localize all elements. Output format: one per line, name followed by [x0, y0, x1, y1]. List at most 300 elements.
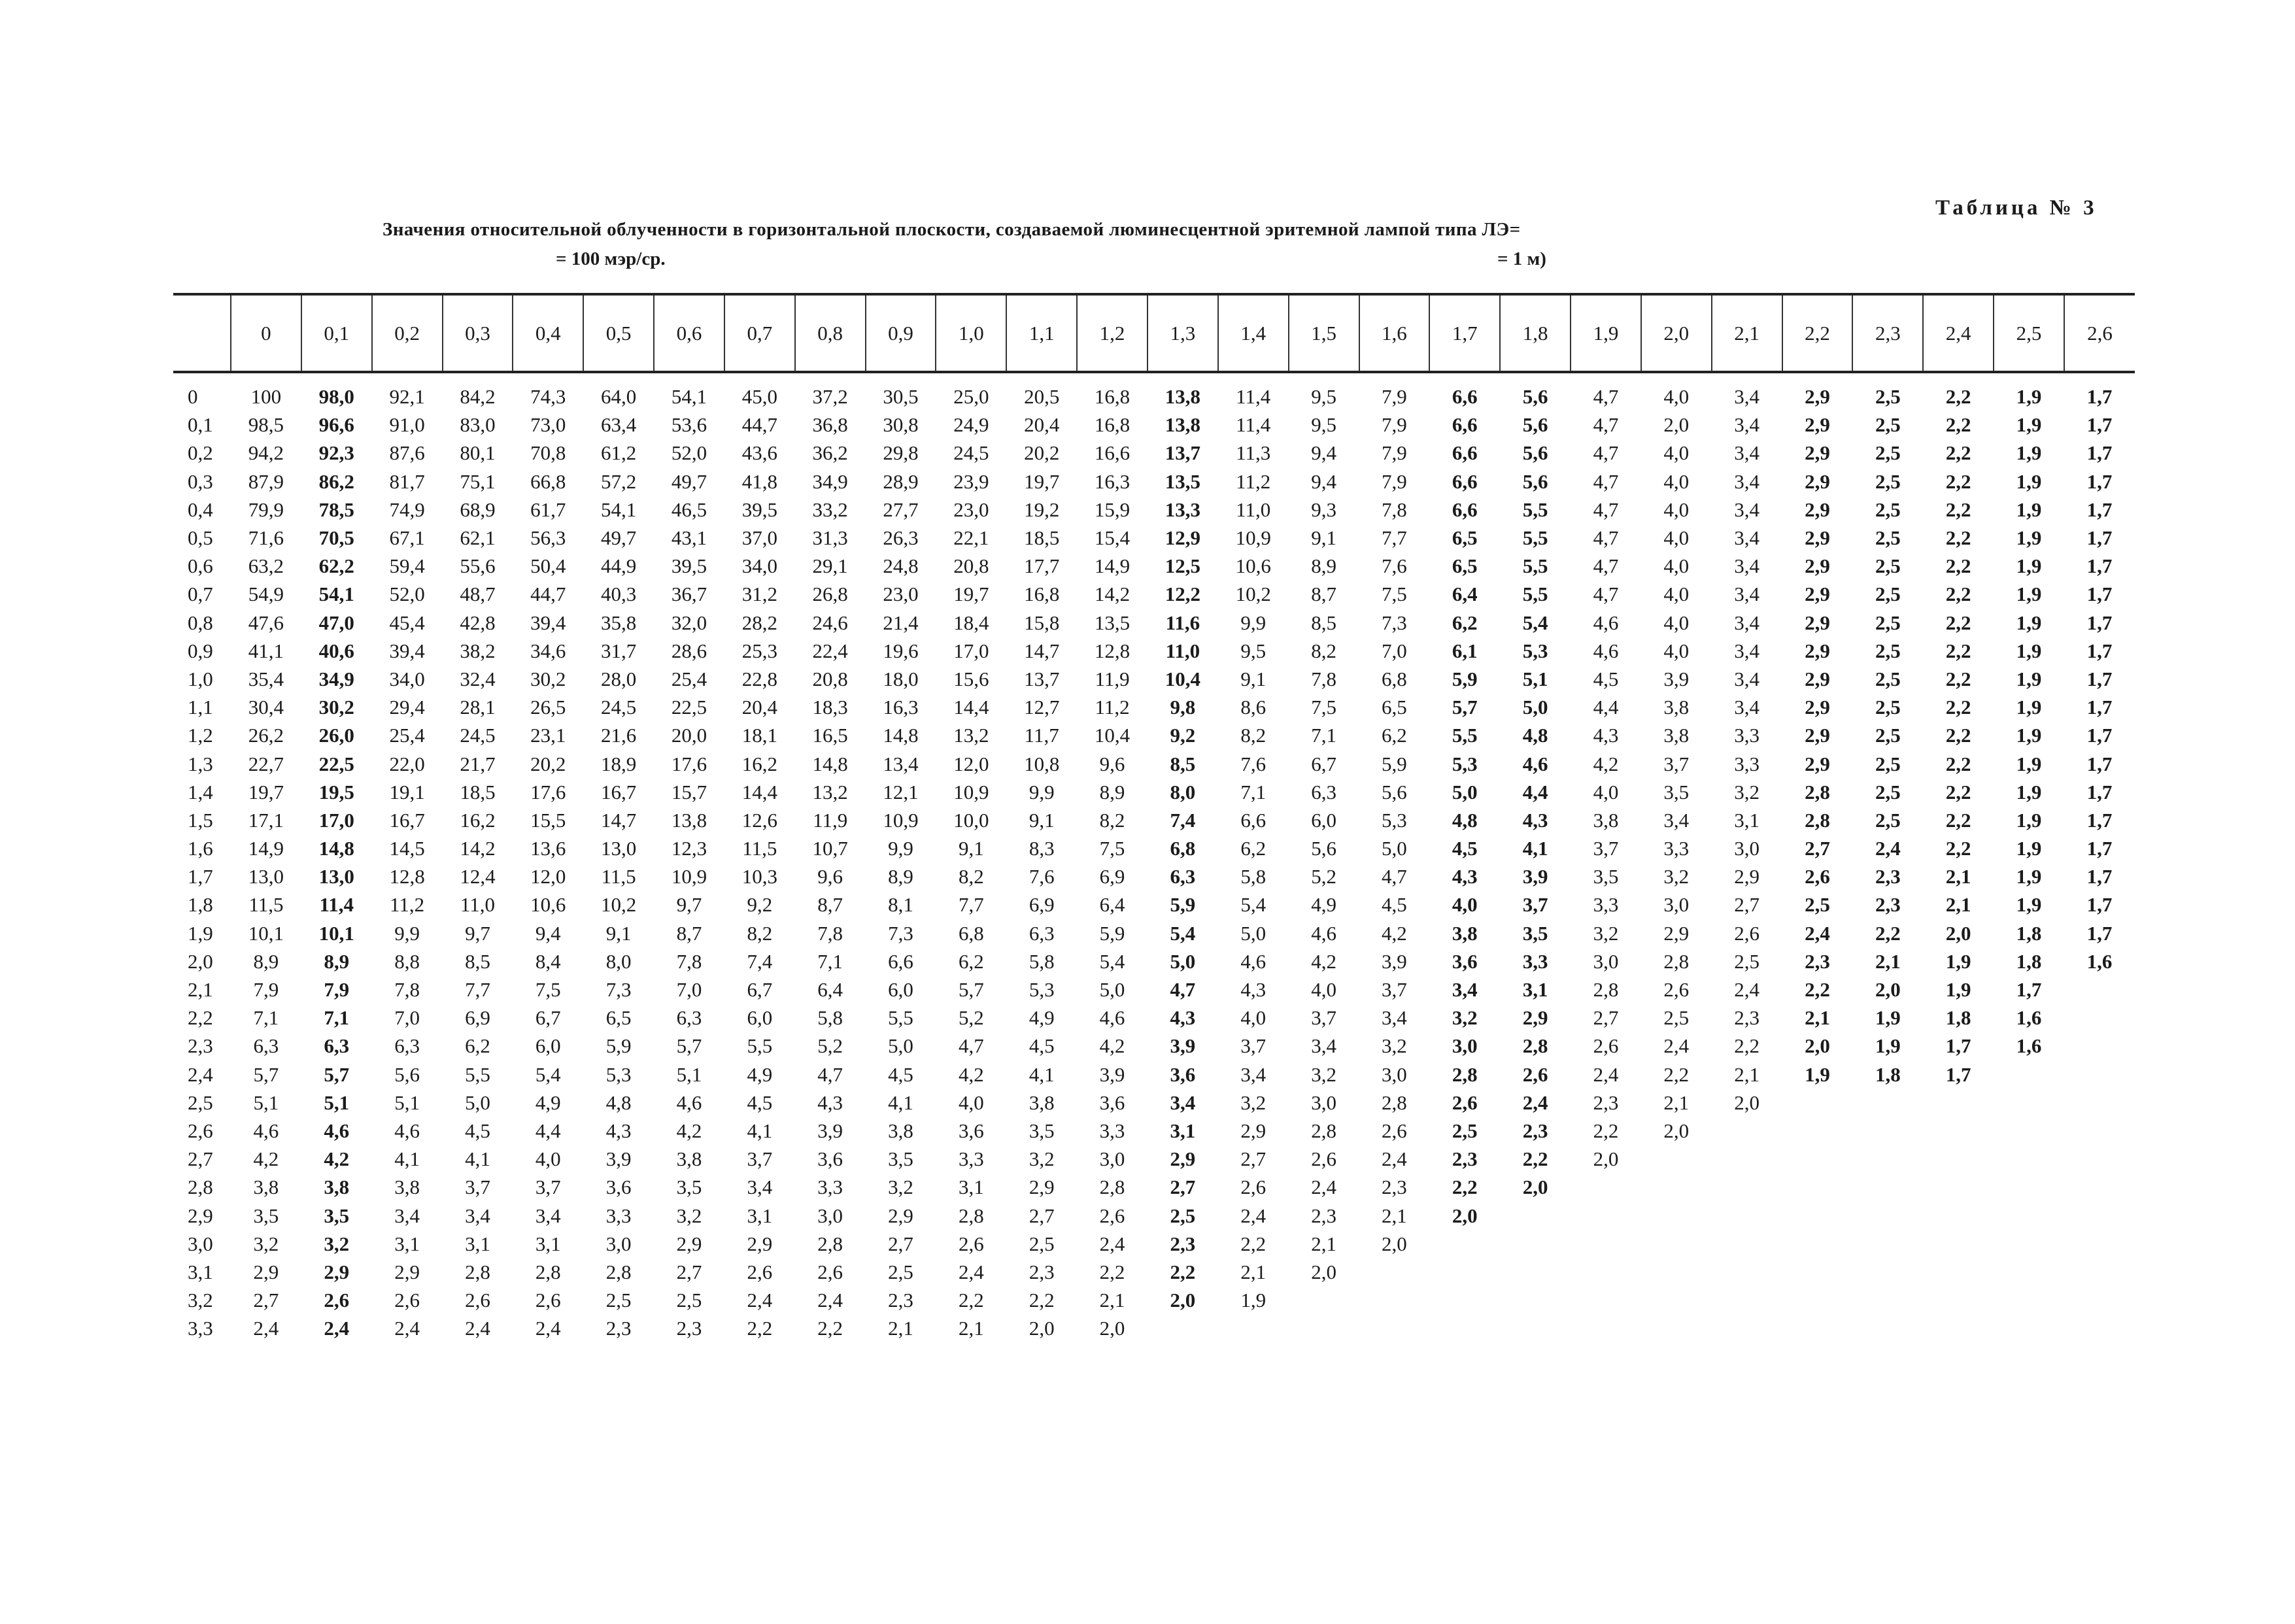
table-cell: 7,8 [394, 978, 420, 1002]
table-cell: 3,7 [1593, 837, 1619, 860]
table-row [173, 552, 2135, 580]
table-cell: 9,4 [535, 921, 561, 945]
table-row [173, 467, 2135, 496]
table-cell: 7,3 [888, 921, 913, 945]
table-cell: 2,0 [1734, 1091, 1760, 1114]
table-cell: 9,7 [465, 921, 490, 945]
table-cell: 3,6 [605, 1176, 632, 1199]
table-cell: 17,6 [671, 752, 707, 775]
table-cell: 2,7 [676, 1260, 702, 1283]
table-cell: 2,9 [1805, 696, 1830, 719]
table-cell: 2,9 [1805, 639, 1830, 662]
table-cell: 1,7 [2086, 413, 2113, 437]
table-cell: 2,2 [1945, 696, 1971, 719]
table-cell: 37,2 [812, 385, 848, 409]
table-cell: 7,3 [1382, 611, 1407, 634]
table-cell: 3,9 [817, 1119, 843, 1142]
table-cell: 5,6 [1522, 441, 1548, 465]
table-cell [1359, 1314, 1430, 1342]
table-cell: 13,2 [953, 724, 989, 747]
table-cell: 3,9 [1099, 1062, 1125, 1086]
table-cell: 2,1 [1945, 865, 1971, 888]
table-cell: 5,8 [1028, 949, 1055, 973]
table-cell: 3,7 [535, 1176, 561, 1199]
table-cell: 7,9 [1382, 469, 1407, 493]
table-cell: 2,2 [1945, 639, 1971, 662]
table-cell: 75,1 [460, 469, 496, 493]
table-cell: 2,9 [1522, 1006, 1548, 1030]
table-cell [2064, 1230, 2135, 1258]
table-cell [1782, 1173, 1853, 1201]
table-cell: 2,6 [535, 1289, 561, 1312]
table-cell: 4,2 [253, 1147, 279, 1171]
table-cell: 4,0 [1663, 385, 1690, 409]
table-cell: 2,4 [1593, 1062, 1619, 1086]
row-label: 1,5 [188, 808, 213, 832]
table-cell: 16,8 [1094, 413, 1130, 437]
table-cell: 32,0 [671, 611, 707, 634]
table-cell: 12,2 [1164, 583, 1201, 606]
table-cell: 43,6 [741, 441, 777, 465]
column-header: 1,4 [1218, 294, 1289, 372]
table-cell: 64,0 [601, 385, 637, 409]
table-cell: 2,7 [1734, 893, 1760, 917]
table-cell: 98,5 [248, 413, 284, 437]
table-cell: 34,9 [812, 469, 848, 493]
table-cell: 2,4 [1240, 1204, 1266, 1227]
table-cell: 3,1 [747, 1204, 773, 1227]
table-cell: 20,2 [1024, 441, 1060, 465]
table-cell: 5,5 [747, 1034, 773, 1058]
column-header: 0,9 [866, 294, 936, 372]
table-cell: 98,0 [318, 385, 354, 409]
table-cell: 12,1 [883, 780, 919, 804]
table-cell: 39,4 [389, 639, 425, 662]
table-cell: 4,5 [1382, 893, 1407, 917]
table-cell: 10,8 [1024, 752, 1060, 775]
table-cell: 3,4 [1382, 1006, 1407, 1030]
table-cell: 4,5 [1452, 837, 1478, 860]
table-cell: 7,7 [958, 893, 984, 917]
table-cell: 57,2 [601, 469, 637, 493]
table-cell: 3,5 [1593, 865, 1619, 888]
table-cell: 4,2 [324, 1147, 350, 1171]
table-cell: 25,4 [389, 724, 425, 747]
table-cell: 15,8 [1024, 611, 1060, 634]
table-cell: 3,2 [676, 1204, 702, 1227]
table-cell: 7,9 [1382, 441, 1407, 465]
table-cell [1712, 1117, 1782, 1145]
table-cell: 2,2 [1170, 1260, 1196, 1283]
table-cell: 5,0 [1170, 949, 1196, 973]
table-cell: 24,8 [883, 554, 919, 578]
table-cell: 29,1 [812, 554, 848, 578]
table-cell: 4,1 [1028, 1062, 1055, 1086]
table-cell: 34,0 [741, 554, 777, 578]
table-cell: 5,4 [1522, 611, 1548, 634]
table-cell: 6,0 [1311, 808, 1336, 832]
table-header-row [173, 294, 2135, 372]
table-cell: 3,8 [394, 1176, 420, 1199]
table-cell: 7,8 [1382, 498, 1407, 521]
table-caption: Значения относительной облученности в горизонтальной плоскости, создаваемой люминесцентной эритемной лампой типа ЛЭ= [382, 219, 1521, 240]
table-cell: 6,3 [1028, 921, 1055, 945]
table-cell: 2,0 [1875, 978, 1901, 1002]
table-cell: 25,4 [671, 667, 707, 690]
table-cell: 3,7 [1382, 978, 1407, 1002]
table-cell: 14,9 [1094, 554, 1130, 578]
table-cell: 70,5 [318, 526, 354, 550]
table-cell: 3,1 [1522, 978, 1548, 1002]
table-cell: 2,0 [1382, 1232, 1407, 1255]
table-cell: 4,1 [465, 1147, 490, 1171]
table-cell: 6,9 [1099, 865, 1125, 888]
table-cell: 3,1 [394, 1232, 420, 1255]
table-cell: 1,9 [2016, 498, 2042, 521]
table-cell [1500, 1230, 1571, 1258]
table-cell: 2,3 [1452, 1147, 1478, 1171]
table-cell: 87,6 [389, 441, 425, 465]
table-cell: 26,2 [248, 724, 284, 747]
table-cell: 2,9 [1805, 752, 1830, 775]
table-cell: 5,1 [1522, 667, 1548, 690]
table-cell: 3,8 [888, 1119, 913, 1142]
column-header: 0,4 [513, 294, 583, 372]
table-row [173, 778, 2135, 806]
table-cell: 1,6 [2016, 1034, 2042, 1058]
table-cell: 16,2 [460, 808, 496, 832]
table-row [173, 372, 2135, 411]
table-cell: 3,4 [1170, 1091, 1196, 1114]
table-cell: 4,0 [1452, 893, 1478, 917]
table-cell: 1,9 [2016, 865, 2042, 888]
table-cell: 11,7 [1024, 724, 1059, 747]
table-cell: 3,4 [1734, 413, 1760, 437]
table-row [173, 947, 2135, 975]
table-cell: 14,4 [953, 696, 989, 719]
table-cell [1923, 1117, 1994, 1145]
table-cell [1994, 1089, 2064, 1117]
table-cell: 18,4 [953, 611, 989, 634]
table-cell: 11,6 [1165, 611, 1200, 634]
table-cell: 2,3 [1805, 949, 1830, 973]
table-cell: 5,2 [1311, 865, 1336, 888]
table-cell: 4,0 [1663, 583, 1690, 606]
table-cell: 4,6 [676, 1091, 702, 1114]
table-cell: 3,1 [958, 1176, 984, 1199]
table-cell: 1,7 [1945, 1034, 1971, 1058]
table-cell: 36,7 [671, 583, 707, 606]
table-cell: 2,1 [1240, 1260, 1266, 1283]
table-cell: 53,6 [671, 413, 707, 437]
table-cell: 30,8 [883, 413, 919, 437]
table-cell: 10,4 [1164, 667, 1201, 690]
table-cell: 20,4 [741, 696, 777, 719]
table-cell: 10,2 [1235, 583, 1271, 606]
row-label: 2,3 [188, 1034, 213, 1058]
table-cell: 66,8 [530, 469, 566, 493]
table-cell: 3,6 [1170, 1062, 1196, 1086]
table-cell: 32,4 [460, 667, 496, 690]
table-cell: 12,8 [389, 865, 425, 888]
table-cell: 6,0 [888, 978, 913, 1002]
table-cell: 13,5 [1094, 611, 1130, 634]
table-cell: 2,0 [1452, 1204, 1478, 1227]
table-cell: 1,9 [1945, 949, 1971, 973]
table-cell: 62,2 [318, 554, 354, 578]
table-cell: 8,7 [1311, 583, 1336, 606]
row-label: 0,5 [188, 526, 213, 550]
table-cell: 2,5 [1028, 1232, 1055, 1255]
table-cell: 4,3 [817, 1091, 843, 1114]
table-cell: 3,0 [1311, 1091, 1336, 1114]
table-cell [1994, 1173, 2064, 1201]
table-cell: 6,5 [1452, 554, 1478, 578]
table-cell: 13,7 [1024, 667, 1060, 690]
table-cell: 2,4 [747, 1289, 773, 1312]
table-cell: 2,5 [1875, 724, 1901, 747]
table-cell: 2,7 [1028, 1204, 1055, 1227]
table-cell: 26,8 [812, 583, 848, 606]
table-cell: 3,0 [1099, 1147, 1125, 1171]
table-cell: 2,8 [1805, 808, 1830, 832]
table-cell: 5,4 [1099, 949, 1125, 973]
row-label: 2,0 [188, 949, 213, 973]
table-cell: 7,1 [324, 1006, 350, 1030]
table-cell: 63,2 [248, 554, 284, 578]
table-cell: 8,2 [1311, 639, 1336, 662]
table-row [173, 496, 2135, 524]
table-cell: 2,5 [1875, 667, 1901, 690]
row-label: 0,2 [188, 441, 213, 465]
table-caption-unit: = 100 мэр/ср. [556, 248, 666, 269]
table-cell: 11,4 [1236, 413, 1271, 437]
table-cell: 2,9 [1805, 441, 1830, 465]
table-cell: 6,6 [1452, 498, 1478, 521]
table-cell: 28,2 [741, 611, 777, 634]
table-cell: 5,7 [324, 1062, 350, 1086]
table-cell: 8,9 [1099, 780, 1125, 804]
table-cell: 2,5 [1875, 611, 1901, 634]
table-cell: 2,6 [394, 1289, 420, 1312]
table-cell: 45,0 [741, 385, 777, 409]
table-cell: 6,4 [1099, 893, 1125, 917]
table-cell: 59,4 [389, 554, 425, 578]
table-cell: 4,3 [1452, 865, 1478, 888]
table-cell: 33,2 [812, 498, 848, 521]
table-cell: 2,8 [535, 1260, 561, 1283]
table-cell: 5,3 [1028, 978, 1055, 1002]
table-cell: 4,3 [1522, 808, 1548, 832]
table-cell: 3,0 [1452, 1034, 1478, 1058]
table-cell: 3,4 [1734, 667, 1760, 690]
table-cell: 2,1 [1945, 893, 1971, 917]
table-cell: 6,3 [324, 1034, 350, 1058]
row-label: 1,2 [188, 724, 213, 747]
table-row [173, 919, 2135, 947]
table-cell: 8,2 [1240, 724, 1266, 747]
table-cell [2064, 1145, 2135, 1173]
table-cell: 7,6 [1028, 865, 1055, 888]
row-label: 3,2 [188, 1289, 213, 1312]
table-cell: 2,1 [1805, 1006, 1830, 1030]
table-cell: 11,5 [248, 893, 284, 917]
table-cell: 6,2 [1452, 611, 1478, 634]
table-cell: 2,1 [958, 1317, 984, 1340]
table-cell: 3,0 [605, 1232, 632, 1255]
table-cell [1571, 1286, 1641, 1314]
table-cell: 2,5 [605, 1289, 632, 1312]
table-cell: 8,9 [1311, 554, 1336, 578]
table-cell: 1,7 [2086, 752, 2113, 775]
table-cell: 2,8 [465, 1260, 490, 1283]
table-cell: 1,9 [2016, 554, 2042, 578]
table-cell: 25,0 [953, 385, 989, 409]
table-cell: 81,7 [389, 469, 425, 493]
table-cell: 1,8 [1945, 1006, 1971, 1030]
table-cell: 2,9 [1663, 921, 1690, 945]
table-cell: 5,9 [1099, 921, 1125, 945]
table-cell: 2,4 [324, 1317, 350, 1340]
table-cell: 15,4 [1094, 526, 1130, 550]
row-label: 3,0 [188, 1232, 213, 1255]
table-cell: 5,0 [465, 1091, 490, 1114]
table-cell: 40,3 [601, 583, 637, 606]
table-cell: 30,2 [530, 667, 566, 690]
table-cell: 16,5 [812, 724, 848, 747]
table-cell: 2,2 [1945, 667, 1971, 690]
table-cell: 2,9 [1805, 583, 1830, 606]
table-cell: 6,9 [1028, 893, 1055, 917]
table-cell: 11,9 [1095, 667, 1130, 690]
table-cell [1994, 1060, 2064, 1089]
row-label: 1,7 [188, 865, 213, 888]
table-cell: 4,0 [1663, 441, 1690, 465]
table-cell [1782, 1230, 1853, 1258]
table-cell: 2,3 [1875, 893, 1901, 917]
table-cell: 4,6 [1593, 611, 1619, 634]
table-cell: 4,8 [605, 1091, 632, 1114]
table-cell: 1,7 [2086, 865, 2113, 888]
table-cell [1852, 1089, 1923, 1117]
table-cell [1994, 1314, 2064, 1342]
table-cell: 8,0 [1170, 780, 1196, 804]
row-label: 1,0 [188, 667, 213, 690]
table-cell [1641, 1145, 1712, 1173]
row-label: 0,7 [188, 583, 213, 606]
table-row [173, 1032, 2135, 1060]
table-cell: 13,8 [1164, 413, 1201, 437]
table-cell: 3,4 [1663, 808, 1690, 832]
table-cell: 4,7 [1593, 583, 1619, 606]
table-cell: 30,4 [248, 696, 284, 719]
table-cell [1852, 1173, 1923, 1201]
table-cell: 3,0 [1663, 893, 1690, 917]
table-cell [1641, 1173, 1712, 1201]
table-cell: 5,0 [1240, 921, 1266, 945]
table-cell: 26,0 [318, 724, 354, 747]
table-cell: 10,9 [671, 865, 707, 888]
table-cell: 4,7 [1593, 554, 1619, 578]
table-cell: 3,3 [1663, 837, 1690, 860]
table-cell: 3,4 [1734, 526, 1760, 550]
table-row [173, 1314, 2135, 1342]
table-cell [1712, 1145, 1782, 1173]
table-cell: 3,3 [1522, 949, 1548, 973]
column-header: 1,1 [1006, 294, 1077, 372]
table-cell: 15,5 [530, 808, 566, 832]
table-cell: 7,8 [1311, 667, 1336, 690]
table-cell: 5,6 [1382, 780, 1407, 804]
table-cell: 2,6 [747, 1260, 773, 1283]
table-cell: 1,9 [2016, 808, 2042, 832]
table-cell: 8,6 [1240, 696, 1266, 719]
table-cell: 4,7 [1593, 498, 1619, 521]
table-cell [2064, 1089, 2135, 1117]
table-cell: 86,2 [318, 469, 354, 493]
table-cell: 3,2 [1382, 1034, 1407, 1058]
table-cell [1923, 1314, 1994, 1342]
table-row [173, 693, 2135, 721]
table-cell: 5,6 [1522, 469, 1548, 493]
table-cell: 2,4 [1099, 1232, 1125, 1255]
table-cell: 2,4 [1663, 1034, 1690, 1058]
table-cell: 5,8 [1240, 865, 1266, 888]
table-cell: 2,5 [1875, 554, 1901, 578]
table-cell: 3,4 [1734, 385, 1760, 409]
table-cell: 9,4 [1311, 469, 1336, 493]
table-cell: 2,0 [1805, 1034, 1830, 1058]
table-cell: 9,5 [1311, 413, 1336, 437]
table-cell [1782, 1117, 1853, 1145]
table-cell: 2,2 [1805, 978, 1830, 1002]
table-cell: 13,0 [601, 837, 637, 860]
table-cell: 2,5 [1452, 1119, 1478, 1142]
table-cell: 2,5 [1875, 385, 1901, 409]
table-cell: 16,7 [601, 780, 637, 804]
table-cell: 1,9 [2016, 441, 2042, 465]
table-cell [1994, 1201, 2064, 1229]
table-cell: 2,9 [1805, 724, 1830, 747]
table-cell: 4,5 [1028, 1034, 1055, 1058]
table-cell: 4,0 [1663, 526, 1690, 550]
table-cell: 3,0 [1593, 949, 1619, 973]
table-cell: 6,2 [465, 1034, 490, 1058]
column-header: 1,8 [1500, 294, 1571, 372]
table-cell: 6,6 [1452, 469, 1478, 493]
table-cell: 2,6 [324, 1289, 350, 1312]
table-cell: 4,6 [1099, 1006, 1125, 1030]
table-row [173, 1145, 2135, 1173]
table-cell: 4,4 [1593, 696, 1619, 719]
table-cell: 11,2 [1095, 696, 1130, 719]
table-cell: 13,3 [1164, 498, 1201, 521]
table-cell: 6,8 [1170, 837, 1196, 860]
table-cell: 24,5 [460, 724, 496, 747]
table-cell [1994, 1230, 2064, 1258]
table-cell: 3,4 [1734, 583, 1760, 606]
table-cell: 20,2 [530, 752, 566, 775]
table-cell: 5,9 [605, 1034, 632, 1058]
table-cell: 5,5 [888, 1006, 913, 1030]
table-cell: 5,5 [1522, 583, 1548, 606]
table-cell: 8,0 [605, 949, 632, 973]
table-cell: 71,6 [248, 526, 284, 550]
row-label: 1,9 [188, 921, 213, 945]
table-cell: 1,7 [2086, 724, 2113, 747]
table-cell: 2,6 [1805, 865, 1830, 888]
table-cell: 2,4 [1805, 921, 1830, 945]
